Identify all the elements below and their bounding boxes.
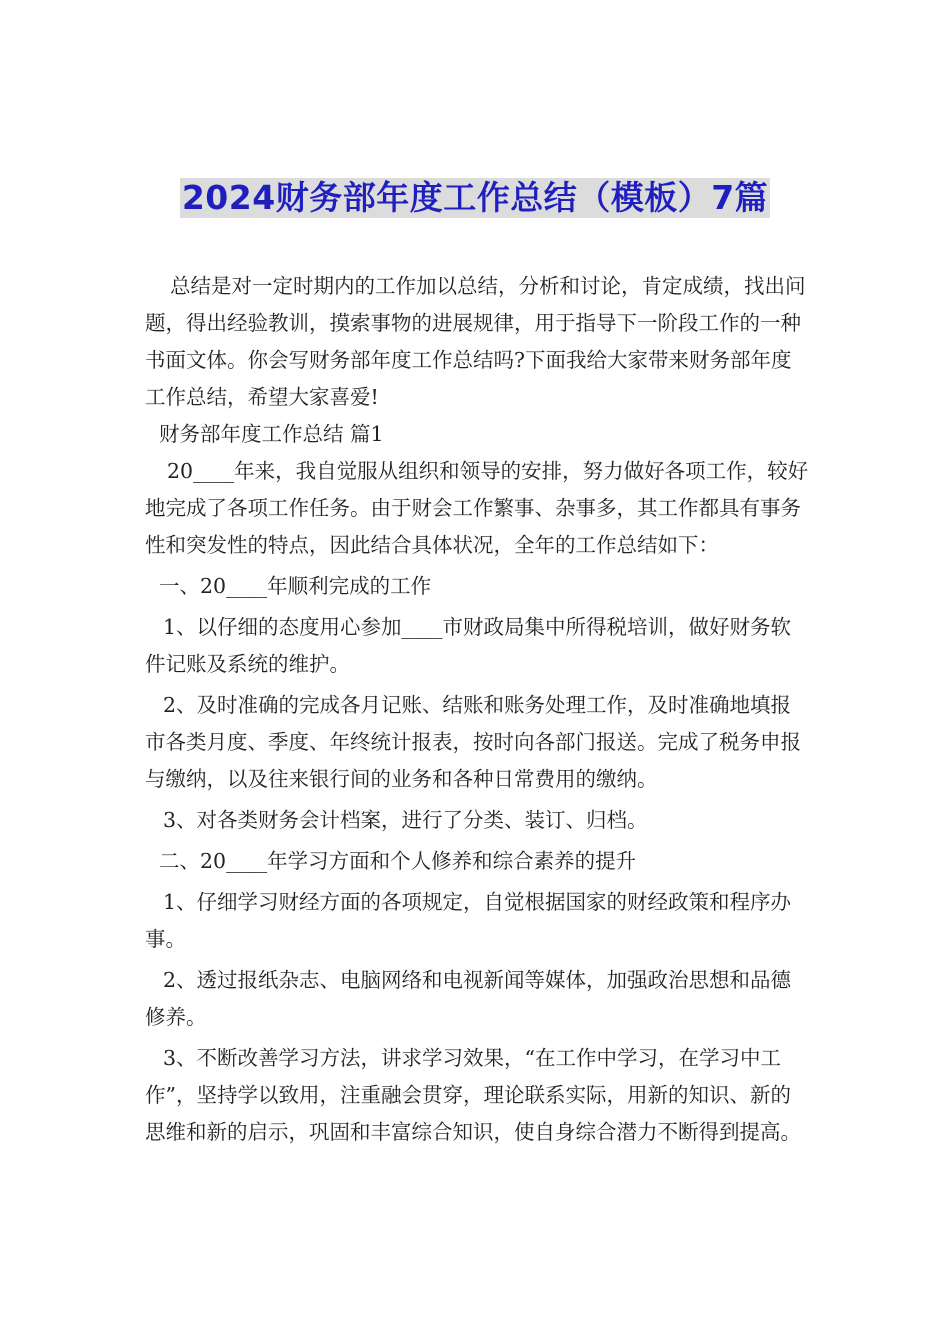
- subheading-learning: 二、20____年学习方面和个人修养和综合素养的提升: [159, 849, 637, 873]
- list-item: 3、对各类财务会计档案，进行了分类、装订、归档。: [163, 808, 648, 832]
- list-item: 3、不断改善学习方法，讲求学习效果，“在工作中学习，在学习中工作”，坚持学以致用，注重融会贯穿，理论联系实际，用新的知识、新的思维和新的启示，巩固和丰富综合知识，使自身综合潜力不断得到提高。: [145, 1046, 801, 1144]
- document-title: 2024财务部年度工作总结（模板）7篇: [181, 178, 769, 217]
- list-item: 2、透过报纸杂志、电脑网络和电视新闻等媒体，加强政治思想和品德修养。: [145, 968, 792, 1029]
- subheading-completed-work: 一、20____年顺利完成的工作: [159, 574, 432, 598]
- section-heading-part1: 财务部年度工作总结 篇1: [159, 422, 384, 446]
- document-body: [145, 268, 810, 1151]
- list-item: 1、仔细学习财经方面的各项规定，自觉根据国家的财经政策和程序办事。: [145, 890, 792, 951]
- list-item: 2、及时准确的完成各月记账、结账和账务处理工作，及时准确地填报市各类月度、季度、年终统计报表，按时向各部门报送。完成了税务申报与缴纳，以及往来银行间的业务和各种日常费用的缴纳。: [145, 693, 801, 791]
- intro-paragraph: 总结是对一定时期内的工作加以总结，分析和讨论，肯定成绩，找出问题，得出经验教训，摸索事物的进展规律，用于指导下一阶段工作的一种书面文体。你会写财务部年度工作总结吗?下面我给大家带来财务部年度工作总结，希望大家喜爱!: [145, 274, 806, 409]
- title-wrap: [0, 178, 950, 218]
- list-item: 1、以仔细的态度用心参加____市财政局集中所得税培训，做好财务软件记账及系统的维护。: [145, 615, 792, 676]
- body-paragraph: 20____年来，我自觉服从组织和领导的安排，努力做好各项工作，较好地完成了各项工作任务。由于财会工作繁事、杂事多，其工作都具有事务性和突发性的特点，因此结合具体状况，全年的工作总结如下：: [145, 459, 809, 557]
